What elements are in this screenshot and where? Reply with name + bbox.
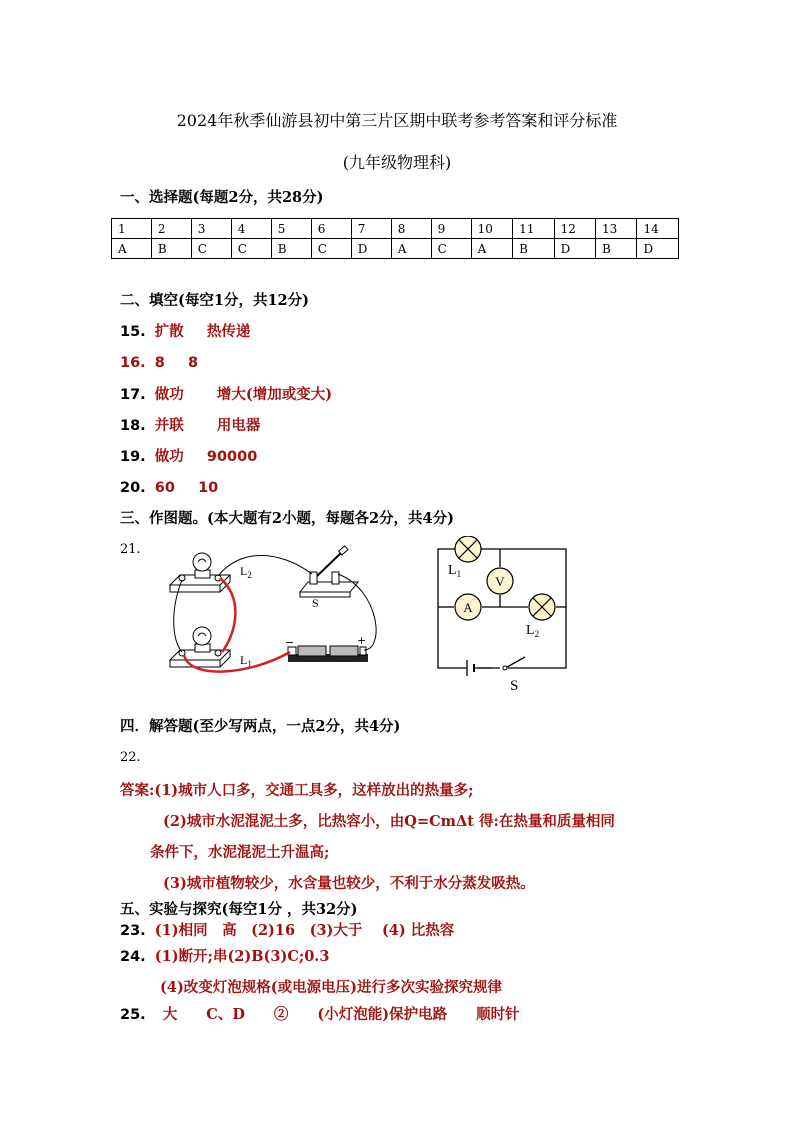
answer-text: 大 C、D ② (小灯泡能)保护电路 顺时针 [162, 1006, 520, 1023]
fill-answer-15 [120, 320, 250, 341]
table-cell: 1 [112, 219, 152, 239]
fill-answer-16 [120, 352, 198, 371]
answer-a: 60 [154, 480, 175, 496]
table-cell: A [471, 239, 512, 259]
table-cell: B [151, 239, 191, 259]
answer-label: 答案: [120, 782, 155, 799]
fill-answer-17 [120, 383, 332, 404]
lamp-l2-symbol [529, 594, 555, 620]
table-cell: 11 [513, 219, 554, 239]
answer-a: 并联 [154, 417, 184, 434]
question-number: 24. [120, 949, 146, 965]
question-number: 17. [120, 387, 146, 403]
answer-23 [120, 919, 454, 940]
question-number: 23. [120, 923, 146, 939]
battery-plus: + [357, 634, 367, 647]
answer-point-1: (1)城市人口多，交通工具多，这样放出的热量多; [154, 782, 474, 799]
table-row-numbers [112, 219, 679, 239]
answer-24 [120, 945, 329, 966]
answer-b: 热传递 [206, 323, 251, 340]
answer-25 [120, 1003, 520, 1024]
table-cell: 12 [554, 219, 595, 239]
answer-22-line-2: (2)城市水泥混泥土多，比热容小，由Q=CmΔt 得:在热量和质量相同 [163, 813, 615, 830]
answer-22-line-4: (3)城市植物较少，水含量也较少，不利于水分蒸发吸热。 [163, 875, 535, 892]
table-cell: D [554, 239, 595, 259]
answer-a: 扩散 [154, 323, 184, 340]
table-cell: D [637, 239, 679, 259]
question-number: 19. [120, 449, 146, 465]
answer-b: 10 [198, 480, 219, 496]
answer-24-line-2: (4)改变灯泡规格(或电源电压)进行多次实验探究规律 [160, 979, 503, 996]
answer-a: 做功 [154, 448, 184, 465]
table-cell: 4 [231, 219, 271, 239]
answer-b: 90000 [206, 449, 258, 465]
question-21-number: 21. [120, 542, 141, 557]
answer-22-line-1 [120, 779, 474, 800]
answer-b: 8 [187, 355, 199, 371]
answer-22-line-3: 条件下，水泥混泥土升温高; [150, 844, 330, 861]
section-1-heading: 一、选择题(每题2分，共28分) [120, 189, 324, 206]
table-cell: 9 [431, 219, 471, 239]
switch-contact [503, 666, 507, 670]
question-22-number: 22. [120, 750, 141, 765]
page-title: 2024年秋季仙游县初中第三片区期中联考参考答案和评分标准 [176, 111, 618, 130]
fill-answer-18 [120, 414, 260, 435]
wire [218, 556, 312, 577]
lamp-l1-symbol [455, 536, 481, 562]
table-cell: 7 [351, 219, 391, 239]
table-cell: 2 [151, 219, 191, 239]
table-cell: D [351, 239, 391, 259]
table-cell: B [513, 239, 554, 259]
section-4-heading: 四．解答题(至少写两点，一点2分，共4分) [120, 718, 401, 735]
question-number: 25. [120, 1007, 146, 1023]
question-number: 20. [120, 480, 146, 496]
schematic-label-l1: $L_1$ [448, 563, 462, 579]
answer-text: (1)相同 高 (2)16 (3)大于 (4) 比热容 [154, 922, 455, 939]
table-cell: 6 [311, 219, 351, 239]
table-cell: 8 [391, 219, 431, 239]
section-2-heading: 二、填空(每空1分，共12分) [120, 292, 309, 309]
table-cell: B [596, 239, 637, 259]
table-cell: 10 [471, 219, 512, 239]
table-cell: 14 [637, 219, 679, 239]
voltmeter-label: V [495, 574, 505, 589]
answer-b: 用电器 [216, 417, 261, 434]
section-3-heading: 三、作图题。(本大题有2小题，每题各2分，共4分) [120, 510, 454, 527]
schematic-label-l2: $L_2$ [526, 623, 540, 639]
table-cell: 3 [191, 219, 231, 239]
table-row-answers [112, 239, 679, 259]
battery-minus: − [285, 636, 295, 649]
answer-a: 8 [154, 355, 165, 371]
table-cell: A [112, 239, 152, 259]
battery-pack [288, 646, 368, 662]
question-number: 16. [120, 355, 146, 371]
table-cell: B [271, 239, 311, 259]
table-cell: C [431, 239, 471, 259]
ammeter-label: A [463, 600, 473, 615]
fill-answer-20 [120, 477, 218, 496]
schematic-label-s: S [510, 678, 519, 694]
answer-text: (1)断开;串(2)B(3)C;0.3 [154, 948, 330, 965]
table-cell: C [311, 239, 351, 259]
question-number: 15. [120, 324, 146, 340]
table-cell: 13 [596, 219, 637, 239]
fill-answer-19 [120, 445, 257, 466]
table-cell: C [191, 239, 231, 259]
label-s: S [312, 596, 319, 610]
section-5-heading: 五、实验与探究(每空1分 ，共32分) [120, 901, 358, 918]
answer-table [111, 218, 679, 259]
label-l1: $L_1$ [240, 653, 252, 669]
answer-a: 做功 [154, 386, 184, 403]
table-cell: 5 [271, 219, 311, 239]
answer-b: 增大(增加或变大) [216, 386, 333, 403]
table-cell: A [391, 239, 431, 259]
page-subtitle: (九年级物理科) [342, 153, 452, 172]
table-cell: C [231, 239, 271, 259]
schematic-circuit-diagram [430, 536, 580, 696]
physical-circuit-diagram [160, 540, 380, 685]
question-number: 18. [120, 418, 146, 434]
label-l2: $L_2$ [240, 564, 252, 580]
